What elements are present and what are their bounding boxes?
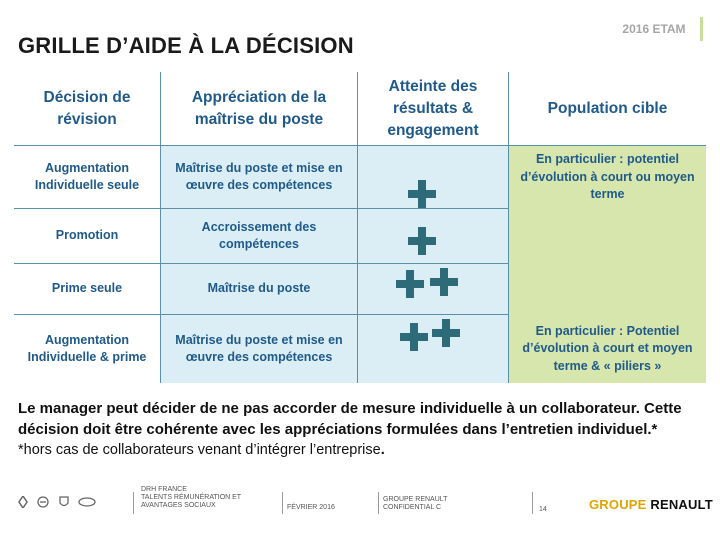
footer-conf-line: CONFIDENTIAL C	[383, 504, 442, 511]
row4-population: En particulier : Potentiel d’évolution à court et moyen terme & « piliers »	[508, 315, 706, 383]
plus-icon	[430, 268, 458, 296]
plus-icon	[408, 227, 436, 255]
row1-population: En particulier : potentiel d’évolution à court ou moyen terme	[508, 146, 706, 209]
footnote-text: *hors cas de collaborateurs venant d’intégrer l’entreprise	[18, 442, 381, 458]
row1-decision: Augmentation Individuelle seule	[14, 146, 160, 209]
footer-divider	[378, 492, 379, 514]
plus-icon	[408, 180, 436, 208]
footnote	[18, 442, 385, 458]
row2-decision: Promotion	[14, 209, 160, 264]
footer-confidentiality	[383, 496, 447, 512]
footer-department	[141, 486, 241, 510]
header-decision: Décision de révision	[14, 72, 160, 146]
groupe-renault-logo	[589, 497, 713, 512]
header-appreciation: Appréciation de la maîtrise du poste	[160, 72, 357, 146]
row4-results	[357, 315, 508, 383]
header-results: Atteinte des résultats & engagement	[357, 72, 508, 146]
row2-results	[357, 209, 508, 264]
footer-divider	[282, 492, 283, 514]
row1-appreciation: Maîtrise du poste et mise en œuvre des compétences	[160, 146, 357, 209]
row3-decision: Prime seule	[14, 264, 160, 315]
page-title: GRILLE D’AIDE À LA DÉCISION	[18, 33, 354, 58]
page-number: 14	[539, 506, 547, 513]
footer-date: FÉVRIER 2016	[287, 504, 335, 511]
footer-divider	[133, 492, 134, 514]
decision-grid	[14, 72, 706, 383]
row3-population	[508, 264, 706, 315]
edition-tag: 2016 ETAM	[622, 22, 686, 36]
plus-icon	[432, 319, 460, 347]
accent-bar	[700, 17, 703, 41]
row3-results	[357, 264, 508, 315]
manager-statement: Le manager peut décider de ne pas accorder de mesure individuelle à un collaborateur. Cette décision doit être cohérente avec les appréciations formulées dans l’entretien individuel.*	[18, 400, 682, 438]
dacia-logo-icon	[35, 496, 51, 508]
lada-logo-icon	[56, 496, 72, 508]
row3-appreciation: Maîtrise du poste	[160, 264, 357, 315]
footer-divider	[532, 492, 533, 514]
row4-decision: Augmentation Individuelle & prime	[27, 332, 147, 364]
footer-dept-line: TALENTS RÉMUNÉRATION ET	[141, 494, 242, 501]
plus-icon	[396, 270, 424, 298]
row1-results	[357, 146, 508, 209]
footnote-end: .	[380, 442, 385, 458]
row2-appreciation: Accroissement des compétences	[160, 209, 357, 264]
footer-conf-line: GROUPE RENAULT	[383, 496, 448, 503]
footer	[0, 484, 720, 540]
rsm-logo-icon	[77, 496, 97, 508]
footer-dept-line: AVANTAGES SOCIAUX	[141, 502, 216, 509]
renault-logo-icon	[16, 496, 30, 508]
brand-word-groupe: GROUPE	[589, 497, 647, 512]
row2-population	[508, 209, 706, 264]
row4-appreciation: Maîtrise du poste et mise en œuvre des compétences	[160, 315, 357, 383]
brand-word-renault: RENAULT	[650, 497, 713, 512]
header-population: Population cible	[508, 72, 706, 146]
plus-icon	[400, 323, 428, 351]
footer-dept-line: DRH FRANCE	[141, 486, 187, 493]
